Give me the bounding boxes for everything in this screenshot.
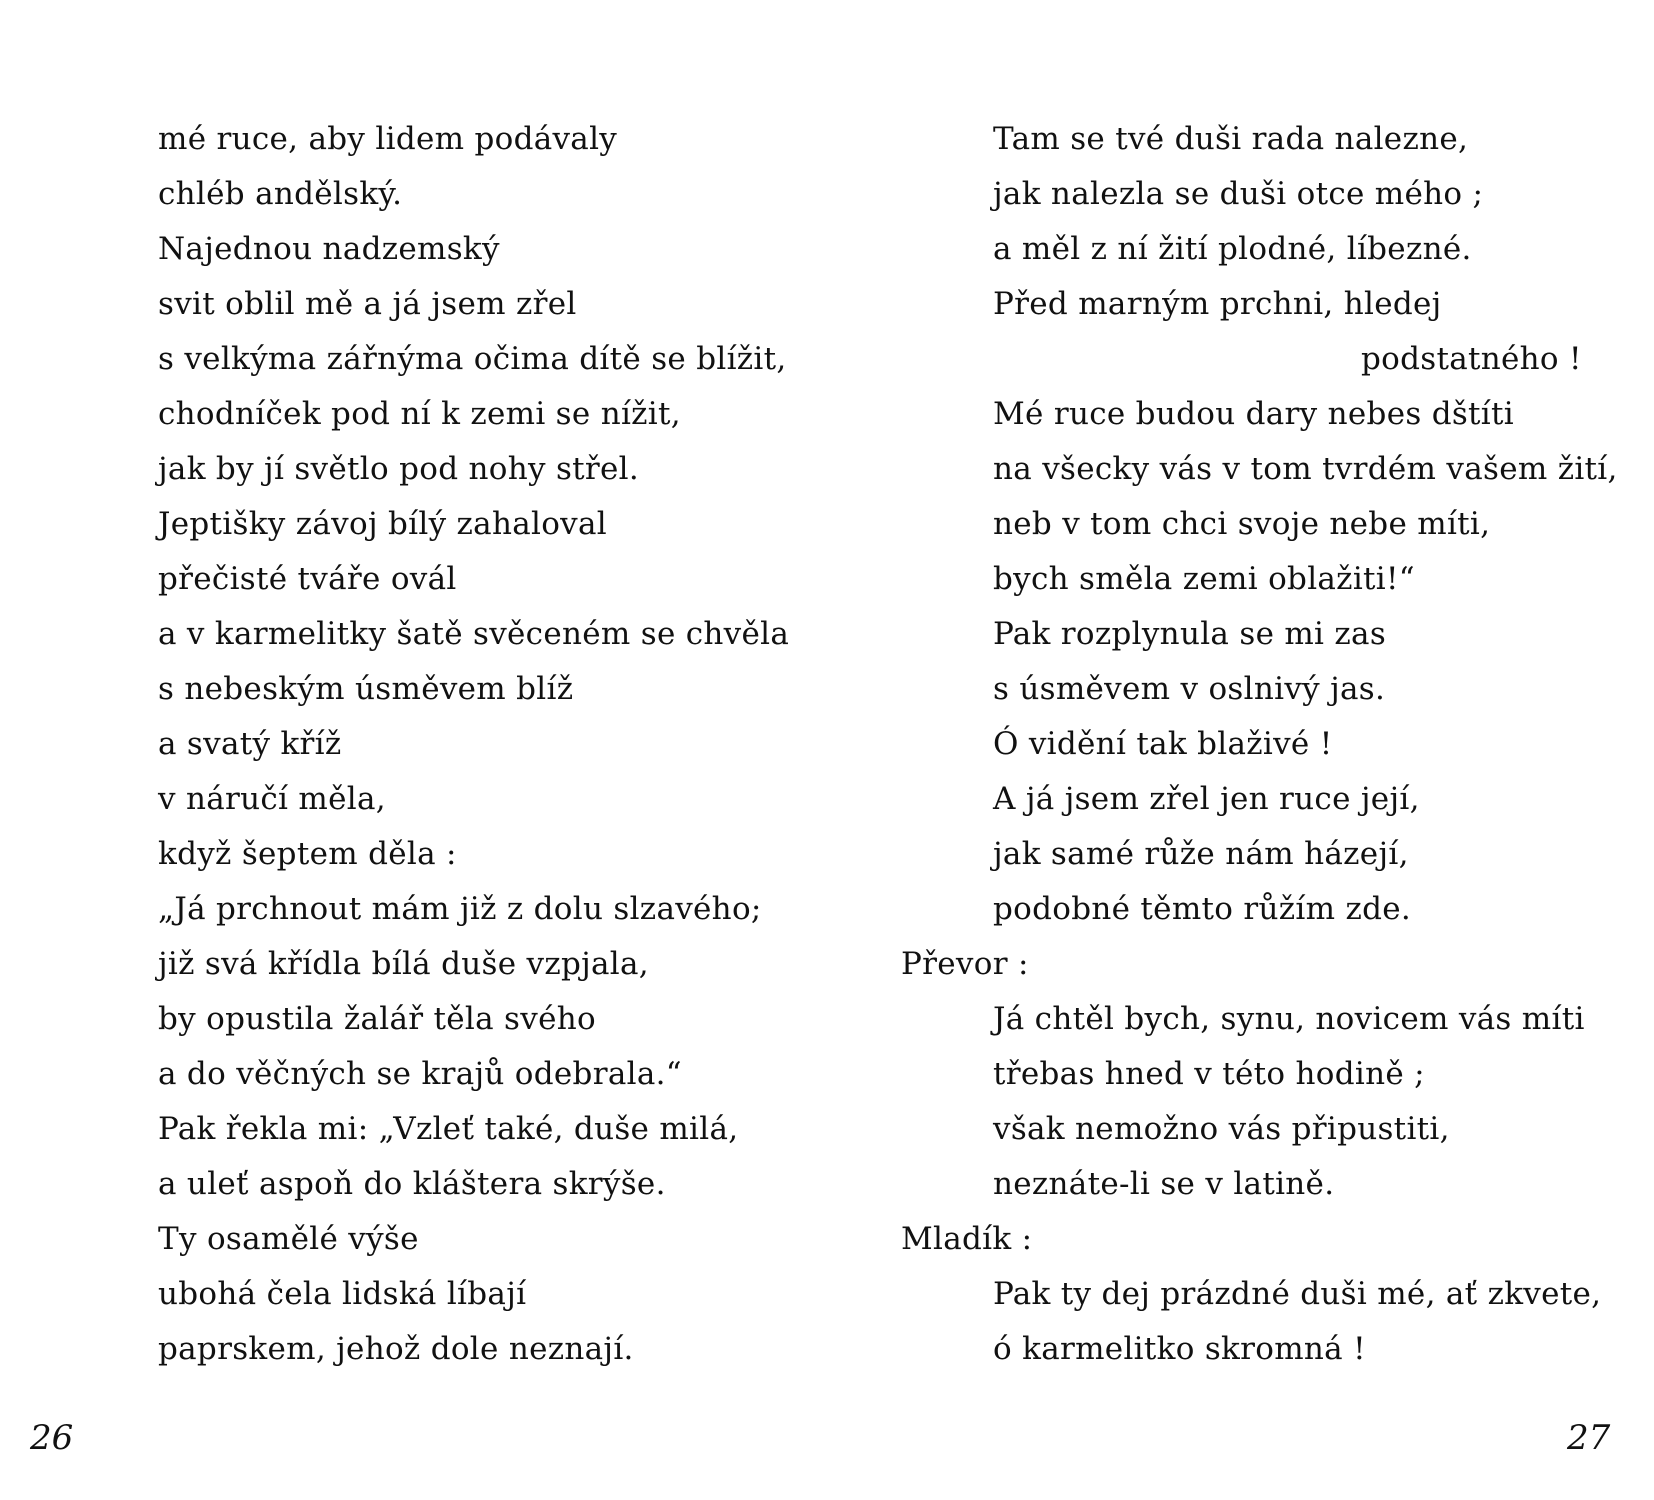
verse-line: a v karmelitky šatě svěceném se chvěla	[158, 616, 790, 652]
verse-line: Pak řekla mi: „Vzleť také, duše milá,	[158, 1111, 739, 1147]
verse-line: „Já prchnout mám již z dolu slzavého;	[158, 891, 762, 927]
speaker-label: Převor :	[901, 946, 1029, 982]
verse-line: by opustila žalář těla svého	[158, 1001, 596, 1037]
verse-line: Pak rozplynula se mi zas	[993, 616, 1387, 652]
right-page	[827, 0, 1654, 1500]
verse-line: Před marným prchni, hledej	[993, 286, 1442, 322]
verse-line: svit oblil mě a já jsem zřel	[158, 286, 577, 322]
verse-line-continuation: podstatného !	[1361, 341, 1582, 377]
speaker-label: Mladík :	[901, 1221, 1033, 1257]
page-number-right: 27	[1567, 1418, 1611, 1458]
verse-line: přečisté tváře ovál	[158, 561, 457, 597]
verse-line: Ty osamělé výše	[158, 1221, 419, 1257]
verse-line: když šeptem děla :	[158, 836, 457, 872]
verse-line: ó karmelitko skromná !	[993, 1331, 1366, 1367]
verse-line: Já chtěl bych, synu, novicem vás míti	[993, 1001, 1585, 1037]
verse-line: jak by jí světlo pod nohy střel.	[158, 451, 640, 487]
verse-line: na všecky vás v tom tvrdém vašem žití,	[993, 451, 1618, 487]
verse-line: neznáte-li se v latině.	[993, 1166, 1335, 1202]
verse-line: a měl z ní žití plodné, líbezné.	[993, 231, 1472, 267]
verse-line: podobné těmto růžím zde.	[993, 891, 1412, 927]
verse-line: s úsměvem v oslnivý jas.	[993, 671, 1386, 707]
verse-line: ubohá čela lidská líbají	[158, 1276, 527, 1312]
verse-line: bych směla zemi oblažiti!“	[993, 561, 1415, 597]
verse-line: s nebeským úsměvem blíž	[158, 671, 574, 707]
verse-line: jak nalezla se duši otce mého ;	[993, 176, 1484, 212]
verse-line: a do věčných se krajů odebrala.“	[158, 1056, 682, 1092]
verse-line: Pak ty dej prázdné duši mé, ať zkvete,	[993, 1276, 1602, 1312]
verse-line: jak samé růže nám házejí,	[993, 836, 1409, 872]
left-page-verse	[158, 112, 789, 1377]
verse-line: neb v tom chci svoje nebe míti,	[993, 506, 1491, 542]
verse-line: Tam se tvé duši rada nalezne,	[993, 121, 1469, 157]
verse-line: však nemožno vás připustiti,	[993, 1111, 1450, 1147]
verse-line: Jeptišky závoj bílý zahaloval	[158, 506, 607, 542]
verse-line: A já jsem zřel jen ruce její,	[993, 781, 1420, 817]
verse-line: a svatý kříž	[158, 726, 342, 762]
verse-line: již svá křídla bílá duše vzpjala,	[158, 946, 649, 982]
verse-line: chléb andělský.	[158, 176, 403, 212]
verse-line: a uleť aspoň do kláštera skrýše.	[158, 1166, 666, 1202]
verse-line: Mé ruce budou dary nebes dštíti	[993, 396, 1514, 432]
verse-line: mé ruce, aby lidem podávaly	[158, 121, 618, 157]
verse-line: chodníček pod ní k zemi se nížit,	[158, 396, 681, 432]
verse-line: Najednou nadzemský	[158, 231, 500, 267]
right-page-verse	[901, 112, 1618, 1377]
verse-line: v náručí měla,	[158, 781, 386, 817]
verse-line: Ó vidění tak blaživé !	[993, 726, 1333, 762]
page-number-left: 26	[30, 1418, 74, 1458]
verse-line: třebas hned v této hodině ;	[993, 1056, 1425, 1092]
verse-line: s velkýma zářnýma očima dítě se blížit,	[158, 341, 787, 377]
verse-line: paprskem, jehož dole neznají.	[158, 1331, 634, 1367]
